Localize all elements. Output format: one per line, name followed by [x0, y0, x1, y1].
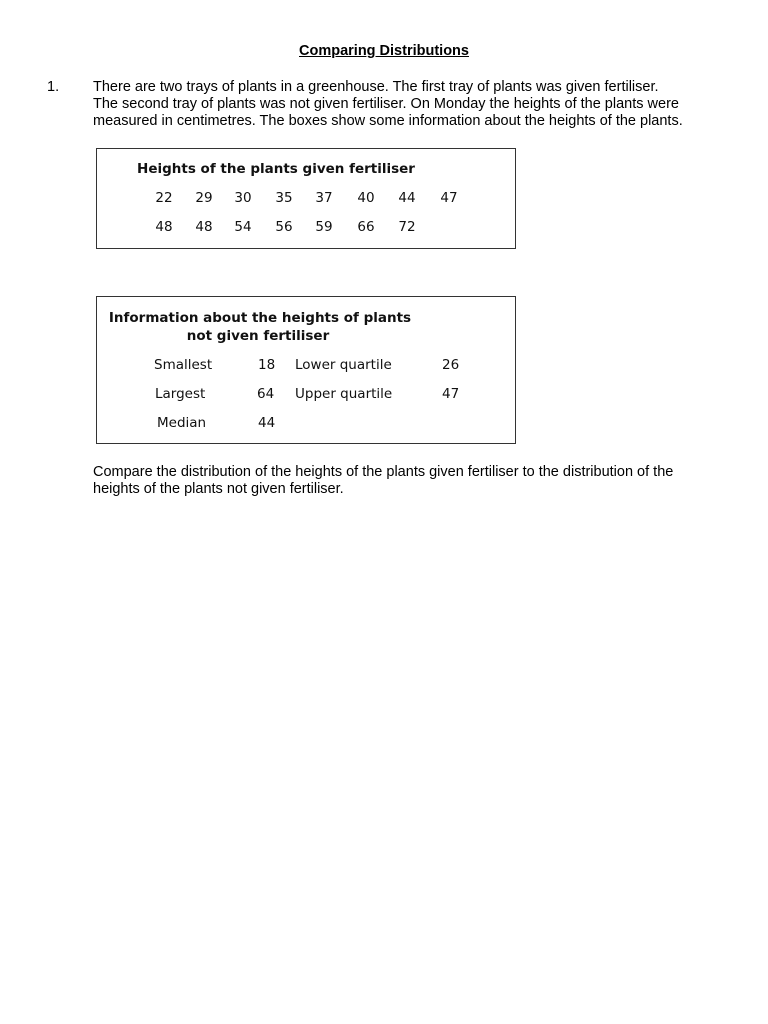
height-value: 48: [155, 219, 173, 235]
height-value: 44: [398, 190, 416, 206]
fertiliser-box-title: Heights of the plants given fertiliser: [137, 161, 415, 177]
no-fertiliser-box-subtitle: not given fertiliser: [186, 328, 330, 344]
intro-line: measured in centimetres. The boxes show some information about the heights of the plants.: [93, 113, 683, 129]
smallest-value: 18: [258, 357, 276, 373]
smallest-label: Smallest: [154, 357, 213, 373]
no-fertiliser-info-box: [96, 296, 516, 444]
lower-quartile-value: 26: [442, 357, 460, 373]
height-value: 56: [275, 219, 293, 235]
median-label: Median: [157, 415, 207, 431]
no-fertiliser-box-title: Information about the heights of plants: [108, 310, 412, 326]
height-value: 22: [155, 190, 173, 206]
height-value: 40: [357, 190, 375, 206]
height-value: 54: [234, 219, 252, 235]
intro-line: There are two trays of plants in a greenhouse. The first tray of plants was given fertiliser.: [93, 79, 659, 95]
height-value: 72: [398, 219, 416, 235]
question-number: 1.: [47, 79, 60, 95]
intro-paragraph: [93, 79, 683, 130]
question-paragraph: [93, 464, 673, 498]
height-value: 29: [195, 190, 213, 206]
largest-label: Largest: [155, 386, 206, 402]
height-value: 59: [315, 219, 333, 235]
height-value: 47: [440, 190, 458, 206]
question-line: heights of the plants not given fertiliser.: [93, 481, 344, 497]
lower-quartile-label: Lower quartile: [295, 357, 392, 373]
upper-quartile-value: 47: [442, 386, 460, 402]
page-title: Comparing Distributions: [299, 43, 469, 59]
fertiliser-heights-box: [96, 148, 516, 249]
largest-value: 64: [257, 386, 275, 402]
height-value: 35: [275, 190, 293, 206]
height-value: 37: [315, 190, 333, 206]
question-line: Compare the distribution of the heights of the plants given fertiliser to the distribution of the: [93, 464, 674, 480]
height-value: 30: [234, 190, 252, 206]
height-value: 48: [195, 219, 213, 235]
height-value: 66: [357, 219, 375, 235]
intro-line: The second tray of plants was not given fertiliser. On Monday the heights of the plants were: [93, 96, 679, 112]
upper-quartile-label: Upper quartile: [295, 386, 393, 402]
median-value: 44: [258, 415, 276, 431]
